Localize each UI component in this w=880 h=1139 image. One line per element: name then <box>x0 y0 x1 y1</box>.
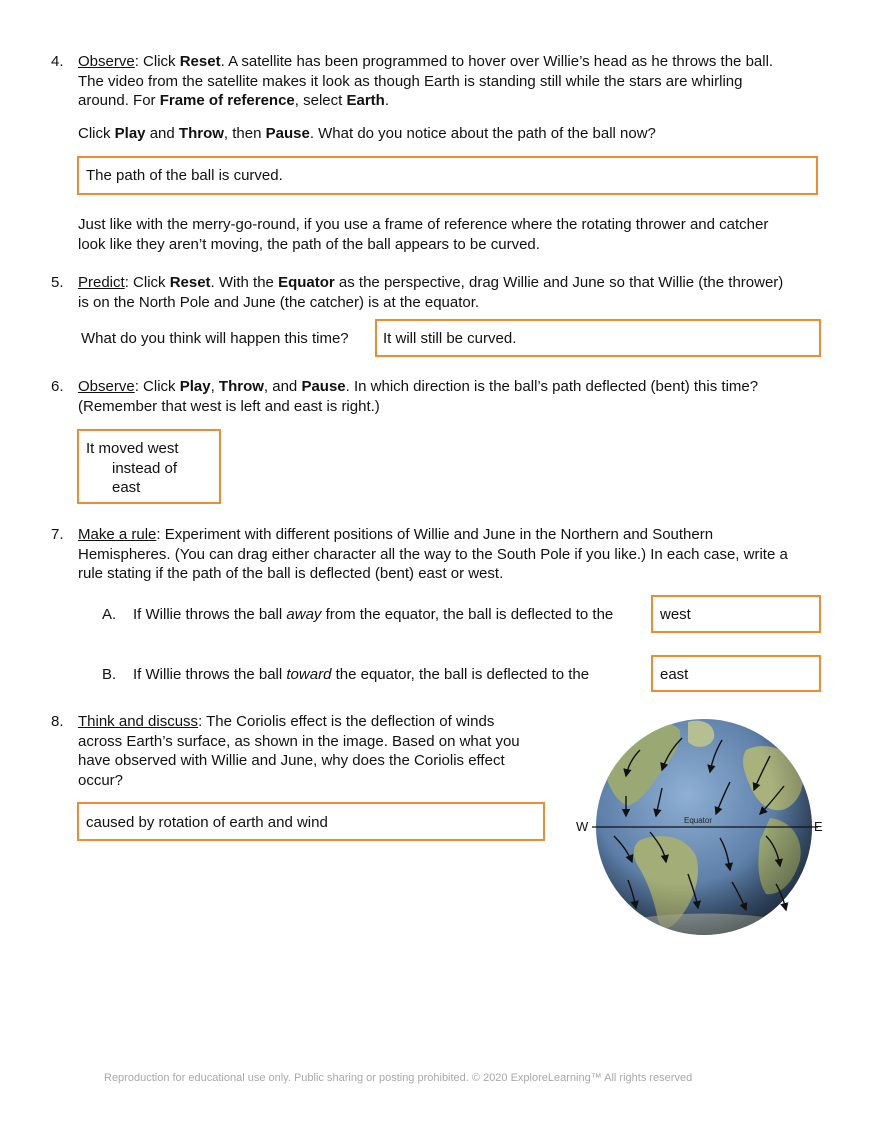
equator-label: Equator <box>684 816 713 825</box>
question-text-line: (Remember that west is left and east is right.) <box>78 397 380 415</box>
question-number: 7. <box>51 526 64 543</box>
question-lead: Observe <box>78 53 135 70</box>
question-text-line: rule stating if the path of the ball is deflected (bent) east or west. <box>78 565 504 582</box>
copyright-footer: Reproduction for educational use only. Public sharing or posting prohibited. © 2020 ExploreLearning™ All rights reserved <box>104 1072 693 1084</box>
answer-box-q6[interactable] <box>77 429 221 504</box>
question-text-line: Predict: Click Reset. With the Equator as the perspective, drag Willie and June so that Willie (the thrower) <box>78 274 784 291</box>
answer-text: The path of the ball is curved. <box>86 167 283 184</box>
answer-text: It moved west <box>86 440 179 457</box>
sub-item-letter: A. <box>102 606 117 623</box>
question-text-line: Observe: Click Reset. A satellite has been programmed to hover over Willie’s head as he throws the ball. <box>78 53 774 70</box>
question-number: 8. <box>51 713 64 730</box>
question-lead: Think and discuss <box>78 713 199 730</box>
question-text-line: The video from the satellite makes it look as though Earth is standing still while the stars are whirling <box>78 72 743 90</box>
answer-text: west <box>660 606 691 623</box>
question-text-line: Hemispheres. (You can drag either character all the way to the South Pole if you like.) In each case, write a <box>78 545 788 563</box>
question-prompt: Click Play and Throw, then Pause. What do you notice about the path of the ball now? <box>78 125 656 142</box>
sub-item-letter: B. <box>102 666 117 683</box>
question-lead: Make a rule <box>78 526 157 543</box>
question-text-line: have observed with Willie and June, why does the Coriolis effect <box>78 752 505 769</box>
answer-text: It will still be curved. <box>383 330 517 347</box>
west-label: W <box>576 819 589 834</box>
answer-text: east <box>660 666 689 683</box>
sub-item-text: If Willie throws the ball toward the equator, the ball is deflected to the <box>133 666 590 683</box>
answer-text: east <box>112 479 141 496</box>
question-text-line: occur? <box>78 771 124 789</box>
sub-item-text: If Willie throws the ball away from the equator, the ball is deflected to the <box>133 606 614 623</box>
answer-text: caused by rotation of earth and wind <box>86 814 328 831</box>
question-number: 5. <box>51 274 64 291</box>
answer-box-q7a[interactable] <box>651 595 821 633</box>
question-text-line: across Earth’s surface, as shown in the image. Based on what you <box>78 732 520 750</box>
question-number: 4. <box>51 53 64 70</box>
question-text-line: Make a rule: Experiment with different positions of Willie and June in the Northern and Southern <box>78 526 714 543</box>
east-label: E <box>814 819 823 834</box>
question-text-line: Observe: Click Play, Throw, and Pause. In which direction is the ball’s path deflected (bent) this time? <box>78 378 759 395</box>
answer-box-q4[interactable] <box>77 156 818 195</box>
answer-box-q7b[interactable] <box>651 655 821 692</box>
answer-text: instead of <box>112 459 178 477</box>
question-lead: Observe <box>78 378 135 395</box>
question-text-line: around. For Frame of reference, select Earth. <box>78 92 389 109</box>
coriolis-globe-illustration <box>570 710 840 942</box>
question-number: 6. <box>51 378 64 395</box>
question-text-line: Think and discuss: The Coriolis effect is the deflection of winds <box>78 713 495 730</box>
question-text-line: is on the North Pole and June (the catcher) is at the equator. <box>78 293 480 311</box>
answer-box-q5[interactable] <box>375 319 821 357</box>
explanation-line: look like they aren’t moving, the path of the ball appears to be curved. <box>78 235 540 253</box>
answer-box-q8[interactable] <box>77 802 545 841</box>
question-prompt: What do you think will happen this time? <box>81 330 349 347</box>
explanation-line: Just like with the merry-go-round, if you use a frame of reference where the rotating thrower and catcher <box>78 216 769 233</box>
question-lead: Predict <box>78 274 125 291</box>
